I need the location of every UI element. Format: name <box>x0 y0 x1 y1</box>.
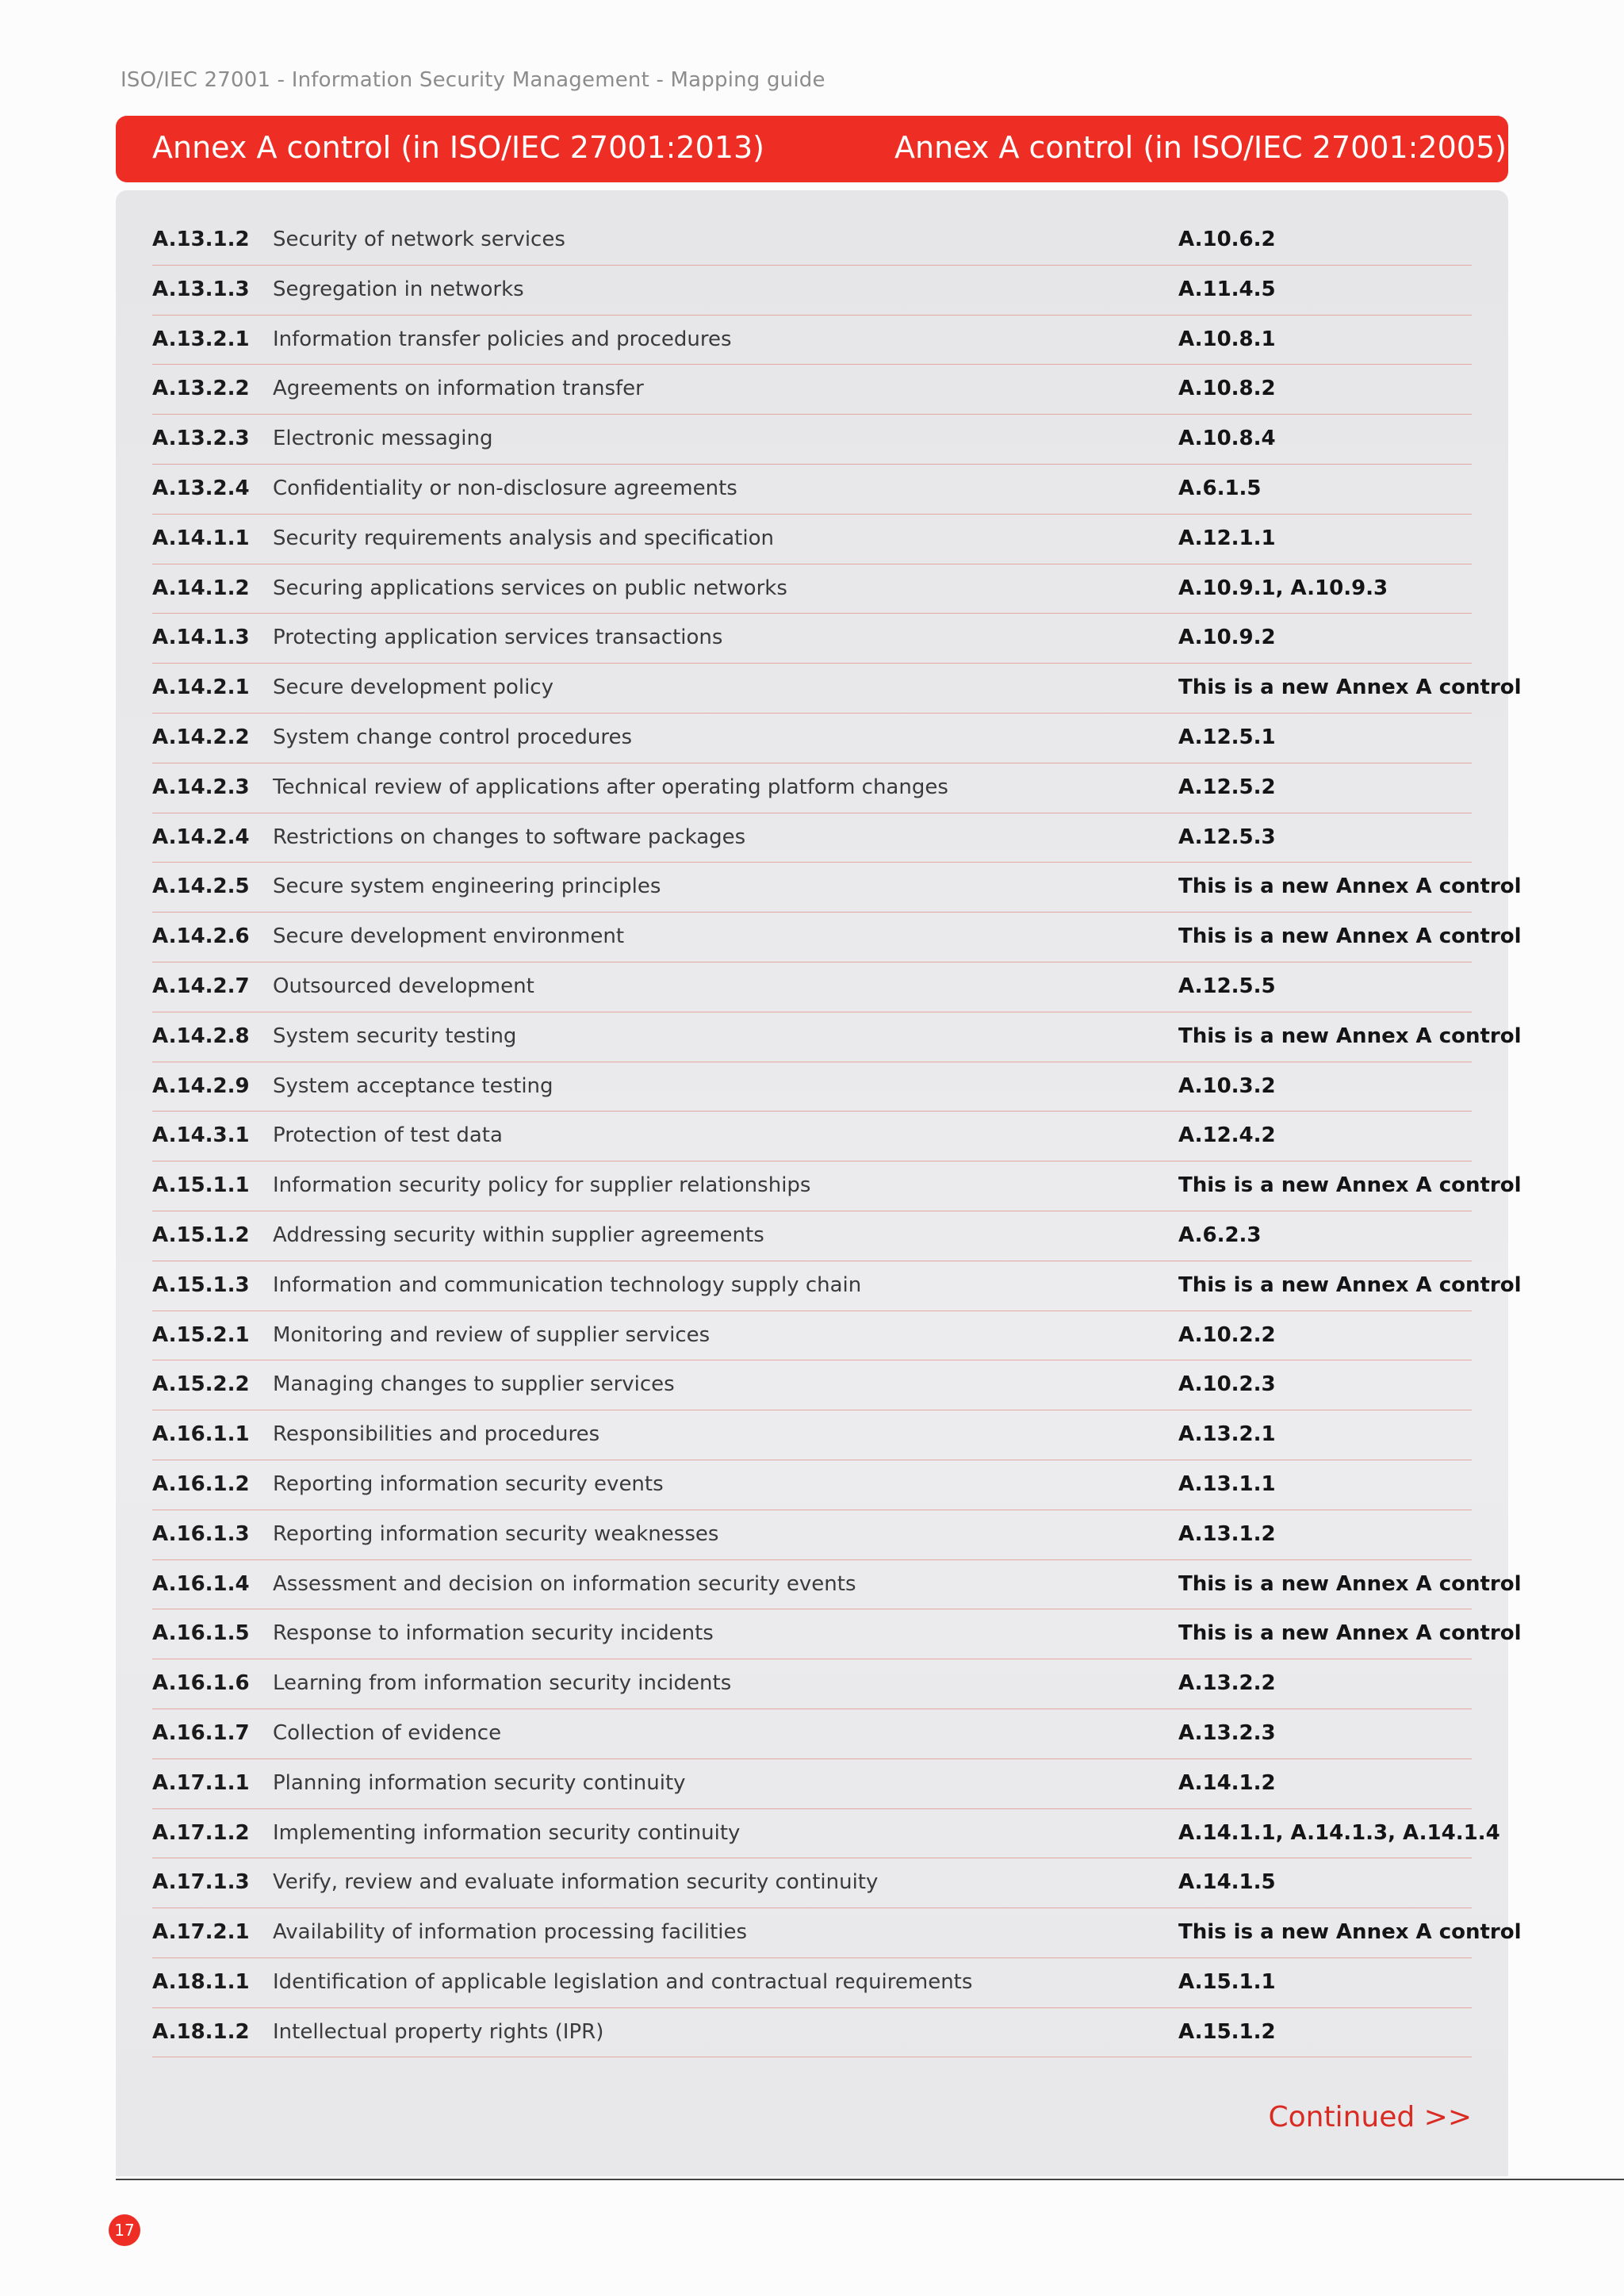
control-title: Addressing security within supplier agreements <box>273 1223 764 1247</box>
control-mapping-2005: A.10.9.1, A.10.9.3 <box>1178 576 1388 600</box>
table-row <box>152 1908 1522 1958</box>
control-id-2013: A.14.1.2 <box>152 576 250 600</box>
control-id-2013: A.16.1.4 <box>152 1571 250 1596</box>
control-title: Planning information security continuity <box>273 1770 686 1795</box>
table-row <box>152 365 1472 415</box>
control-title: Secure development policy <box>273 675 553 700</box>
control-id-2013: A.14.2.9 <box>152 1073 250 1098</box>
control-mapping-2005: A.12.5.1 <box>1178 725 1276 749</box>
control-title: Collection of evidence <box>273 1720 502 1745</box>
control-mapping-2005: A.12.5.2 <box>1178 775 1276 799</box>
control-title: Outsourced development <box>273 974 534 998</box>
table-row <box>152 1958 1472 2008</box>
control-title: Assessment and decision on information security events <box>273 1571 856 1596</box>
table-row <box>152 515 1472 564</box>
table-row <box>152 1858 1472 1908</box>
control-title: System security testing <box>273 1024 517 1048</box>
control-title: Intellectual property rights (IPR) <box>273 2019 604 2044</box>
table-row <box>152 714 1472 763</box>
table-row <box>152 1410 1472 1460</box>
table-row <box>152 863 1522 913</box>
table-row <box>152 316 1472 365</box>
control-title: Implementing information security continuity <box>273 1820 741 1845</box>
control-mapping-2005: A.10.9.2 <box>1178 626 1276 650</box>
control-title: Secure system engineering principles <box>273 874 661 899</box>
control-mapping-2005: This is a new Annex A control <box>1178 1621 1522 1646</box>
control-id-2013: A.16.1.3 <box>152 1521 250 1546</box>
footer-divider <box>116 2179 1624 2180</box>
control-mapping-2005: A.6.1.5 <box>1178 476 1262 500</box>
control-mapping-2005: This is a new Annex A control <box>1178 1272 1522 1297</box>
control-id-2013: A.17.1.2 <box>152 1820 250 1845</box>
column-header-2013: Annex A control (in ISO/IEC 27001:2013) <box>152 130 764 165</box>
control-mapping-2005: This is a new Annex A control <box>1178 1024 1522 1048</box>
table-row <box>152 1261 1522 1311</box>
control-title: Managing changes to supplier services <box>273 1372 675 1397</box>
table-row <box>152 1659 1472 1709</box>
control-title: Agreements on information transfer <box>273 377 644 401</box>
control-mapping-2005: A.10.8.4 <box>1178 427 1276 451</box>
control-mapping-2005: A.12.5.3 <box>1178 825 1276 849</box>
control-mapping-2005: A.13.2.3 <box>1178 1720 1276 1745</box>
control-title: Restrictions on changes to software packages <box>273 825 746 849</box>
control-mapping-2005: A.13.1.1 <box>1178 1471 1276 1496</box>
control-mapping-2005: A.13.1.2 <box>1178 1521 1276 1546</box>
control-id-2013: A.16.1.2 <box>152 1471 250 1496</box>
control-title: Confidentiality or non-disclosure agreements <box>273 476 737 500</box>
control-id-2013: A.15.2.1 <box>152 1322 250 1347</box>
control-mapping-2005: A.13.2.2 <box>1178 1671 1276 1696</box>
control-mapping-2005: A.10.6.2 <box>1178 228 1276 251</box>
control-mapping-2005: A.6.2.3 <box>1178 1223 1262 1247</box>
table-row <box>152 1161 1522 1211</box>
control-id-2013: A.18.1.2 <box>152 2019 250 2044</box>
control-id-2013: A.15.2.2 <box>152 1372 250 1397</box>
control-mapping-2005: A.10.2.3 <box>1178 1372 1276 1397</box>
control-mapping-2005: A.11.4.5 <box>1178 277 1276 301</box>
control-mapping-2005: A.15.1.2 <box>1178 2019 1276 2044</box>
table-row <box>152 1759 1472 1809</box>
table-row <box>152 614 1472 664</box>
table-row <box>152 564 1472 614</box>
control-id-2013: A.17.2.1 <box>152 1920 250 1945</box>
table-row <box>152 962 1472 1012</box>
table-row <box>152 1510 1472 1560</box>
control-id-2013: A.14.1.1 <box>152 526 250 550</box>
control-id-2013: A.13.2.1 <box>152 327 250 351</box>
control-mapping-2005: A.13.2.1 <box>1178 1422 1276 1447</box>
table-row <box>152 266 1472 316</box>
control-id-2013: A.14.2.1 <box>152 675 250 700</box>
table-row <box>152 664 1522 714</box>
control-title: Availability of information processing facilities <box>273 1920 748 1945</box>
control-mapping-2005: This is a new Annex A control <box>1178 1920 1522 1945</box>
control-mapping-2005: A.10.8.2 <box>1178 377 1276 401</box>
control-id-2013: A.16.1.6 <box>152 1671 250 1696</box>
table-row <box>152 1311 1472 1361</box>
control-id-2013: A.16.1.7 <box>152 1720 250 1745</box>
control-mapping-2005: This is a new Annex A control <box>1178 1173 1522 1198</box>
control-title: Information security policy for supplier relationships <box>273 1173 811 1198</box>
table-row <box>152 1360 1472 1410</box>
control-id-2013: A.14.2.4 <box>152 825 250 849</box>
table-row <box>152 1560 1522 1610</box>
control-mapping-2005: A.10.2.2 <box>1178 1322 1276 1347</box>
control-id-2013: A.13.2.3 <box>152 427 250 451</box>
table-row <box>152 465 1472 515</box>
control-mapping-2005: A.12.4.2 <box>1178 1123 1276 1148</box>
table-row <box>152 1709 1472 1759</box>
control-id-2013: A.16.1.5 <box>152 1621 250 1646</box>
table-row <box>152 415 1472 465</box>
table-row <box>152 1809 1500 1859</box>
table-row <box>152 1609 1522 1659</box>
control-mapping-2005: This is a new Annex A control <box>1178 675 1522 700</box>
control-id-2013: A.15.1.2 <box>152 1223 250 1247</box>
control-title: Electronic messaging <box>273 427 493 451</box>
control-mapping-2005: A.10.3.2 <box>1178 1073 1276 1098</box>
control-mapping-2005: A.14.1.1, A.14.1.3, A.14.1.4 <box>1178 1820 1500 1845</box>
control-id-2013: A.14.3.1 <box>152 1123 250 1148</box>
control-title: Verify, review and evaluate information security continuity <box>273 1870 879 1895</box>
control-title: Information transfer policies and procedures <box>273 327 732 351</box>
continued-link[interactable]: Continued >> <box>1268 2101 1472 2133</box>
control-id-2013: A.17.1.1 <box>152 1770 250 1795</box>
page-number-badge: 17 <box>109 2214 140 2246</box>
control-id-2013: A.15.1.1 <box>152 1173 250 1198</box>
control-title: Secure development environment <box>273 924 625 949</box>
control-title: Segregation in networks <box>273 277 524 301</box>
control-title: Protecting application services transactions <box>273 626 723 650</box>
control-id-2013: A.14.2.8 <box>152 1024 250 1048</box>
table-body <box>116 190 1522 2176</box>
table-row <box>152 1012 1522 1062</box>
control-title: System acceptance testing <box>273 1073 553 1098</box>
control-title: Monitoring and review of supplier services <box>273 1322 710 1347</box>
control-title: Protection of test data <box>273 1123 503 1148</box>
control-title: Response to information security incidents <box>273 1621 714 1646</box>
table-row <box>152 1112 1472 1161</box>
table-row <box>152 1460 1472 1510</box>
control-id-2013: A.14.2.3 <box>152 775 250 799</box>
control-id-2013: A.13.1.2 <box>152 228 250 251</box>
column-header-2005: Annex A control (in ISO/IEC 27001:2005) <box>894 130 1507 165</box>
control-title: Reporting information security weaknesses <box>273 1521 719 1546</box>
control-id-2013: A.14.2.6 <box>152 924 250 949</box>
table-row <box>152 216 1472 266</box>
control-title: Technical review of applications after operating platform changes <box>273 775 948 799</box>
control-id-2013: A.14.2.5 <box>152 874 250 899</box>
control-mapping-2005: A.15.1.1 <box>1178 1969 1276 1994</box>
control-title: Responsibilities and procedures <box>273 1422 600 1447</box>
table-row <box>152 1211 1472 1261</box>
control-id-2013: A.17.1.3 <box>152 1870 250 1895</box>
table-row <box>152 1062 1472 1112</box>
table-row <box>152 813 1472 863</box>
table-row <box>152 763 1472 813</box>
control-id-2013: A.13.1.3 <box>152 277 250 301</box>
control-mapping-2005: This is a new Annex A control <box>1178 874 1522 899</box>
control-id-2013: A.13.2.4 <box>152 476 250 500</box>
table-row <box>152 2008 1472 2058</box>
control-mapping-2005: A.10.8.1 <box>1178 327 1276 351</box>
control-id-2013: A.14.2.2 <box>152 725 250 749</box>
control-mapping-2005: This is a new Annex A control <box>1178 1571 1522 1596</box>
control-id-2013: A.14.1.3 <box>152 626 250 650</box>
control-mapping-2005: A.14.1.5 <box>1178 1870 1276 1895</box>
control-id-2013: A.14.2.7 <box>152 974 250 998</box>
control-title: System change control procedures <box>273 725 633 749</box>
control-title: Security requirements analysis and specification <box>273 526 774 550</box>
mapping-rows <box>152 216 1522 2057</box>
control-title: Security of network services <box>273 228 565 251</box>
control-id-2013: A.13.2.2 <box>152 377 250 401</box>
control-mapping-2005: A.14.1.2 <box>1178 1770 1276 1795</box>
control-title: Learning from information security incidents <box>273 1671 732 1696</box>
control-mapping-2005: A.12.1.1 <box>1178 526 1276 550</box>
control-id-2013: A.16.1.1 <box>152 1422 250 1447</box>
control-mapping-2005: A.12.5.5 <box>1178 974 1276 998</box>
control-title: Securing applications services on public networks <box>273 576 787 600</box>
document-header-title: ISO/IEC 27001 - Information Security Management - Mapping guide <box>121 68 825 92</box>
control-title: Identification of applicable legislation and contractual requirements <box>273 1969 973 1994</box>
control-title: Information and communication technology supply chain <box>273 1272 862 1297</box>
table-header <box>116 116 1508 182</box>
control-id-2013: A.15.1.3 <box>152 1272 250 1297</box>
control-id-2013: A.18.1.1 <box>152 1969 250 1994</box>
table-row <box>152 913 1522 962</box>
control-title: Reporting information security events <box>273 1471 664 1496</box>
control-mapping-2005: This is a new Annex A control <box>1178 924 1522 949</box>
